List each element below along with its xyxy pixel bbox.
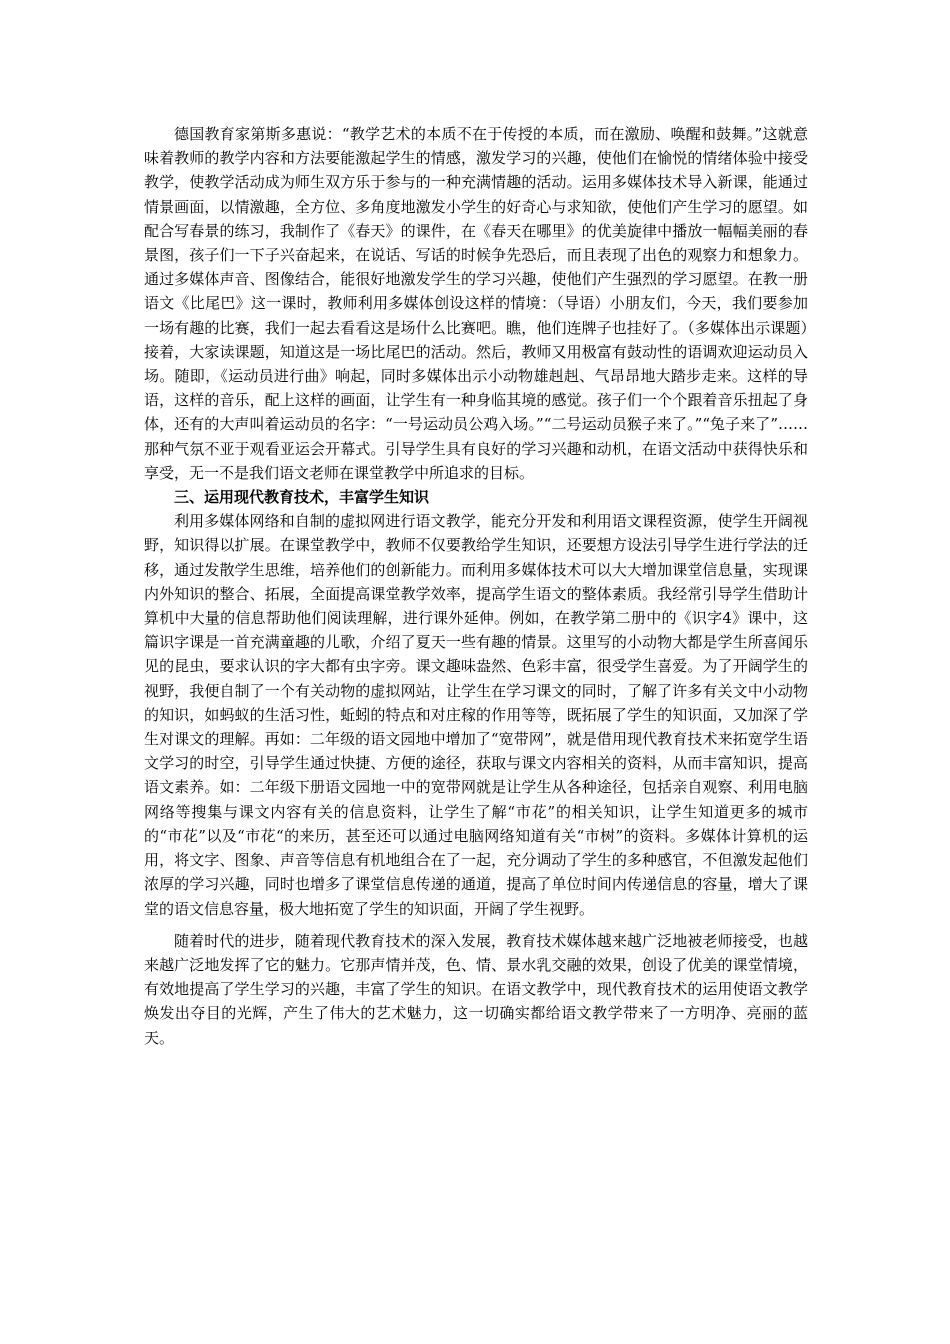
paragraph-conclusion: 随着时代的进步，随着现代教育技术的深入发展，教育技术媒体越来越广泛地被老师接受，也越来越广泛地发挥了它的魅力。它那声情并茂，色、情、景水乳交融的效果，创设了优美的课堂情境，有效地提高了学生学习的兴趣，丰富了学生的知识。在语文教学中，现代教育技术的运用使语文教学焕发出夺目的光辉，产生了伟大的艺术魅力，这一切确实都给语文教学带来了一方明净、亮丽的蓝天。 — [144, 931, 808, 1047]
document-page — [144, 122, 808, 1050]
paragraph-gap — [144, 921, 808, 929]
paragraph-intro: 德国教育家第斯多惠说：“教学艺术的本质不在于传授的本质，而在激励、唤醒和鼓舞。”这就意味着教师的教学内容和方法要能激起学生的情感，激发学习的兴趣，使他们在愉悦的情绪体验中接受教学，使教学活动成为师生双方乐于参与的一种充满情趣的活动。运用多媒体技术导入新课，能通过情景画面，以情激趣，全方位、多角度地激发小学生的好奇心与求知欲，使他们产生学习的愿望。如配合写春景的练习，我制作了《春天》的课件，在《春天在哪里》的优美旋律中播放一幅幅美丽的春景图，孩子们一下子兴奋起来，在说话、写话的时候争先恐后，而且表现了出色的观察力和想象力。通过多媒体声音、图像结合，能很好地激发学生的学习兴趣，使他们产生强烈的学习愿望。在教一册语文《比尾巴》这一课时，教师利用多媒体创设这样的情境：（导语）小朋友们，今天，我们要参加一场有趣的比赛，我们一起去看看这是场什么比赛吧。瞧，他们连牌子也挂好了。（多媒体出示课题）接着，大家读课题，知道这是一场比尾巴的活动。然后，教师又用极富有鼓动性的语调欢迎运动员入场。随即，《运动员进行曲》响起，同时多媒体出示小动物雄赳赳、气昂昂地大踏步走来。这样的导语，这样的音乐，配上这样的画面，让学生有一种身临其境的感觉。孩子们一个个跟着音乐扭起了身体，还有的大声叫着运动员的名字：“一号运动员公鸡入场。”“二号运动员猴子来了。”“兔子来了”……那种气氛不亚于观看亚运会开幕式。引导学生具有良好的学习兴趣和动机，在语文活动中获得快乐和享受，无一不是我们语文老师在课堂教学中所追求的目标。 — [144, 125, 808, 482]
section-heading: 三、运用现代教育技术，丰富学生知识 — [174, 488, 430, 507]
paragraph-section-body: 利用多媒体网络和自制的虚拟网进行语文教学，能充分开发和利用语文课程资源，使学生开阔视野，知识得以扩展。在课堂教学中，教师不仅要教给学生知识，还要想方设法引导学生进行学法的迁移，通过发散学生思维，培养他们的创新能力。而利用多媒体技术可以大大增加课堂信息量，实现课内外知识的整合、拓展，全面提高课堂教学效率，提高学生语文的整体素质。我经常引导学生借助计算机中大量的信息帮助他们阅读理解，进行课外延伸。例如，在教学第二册中的《识字4》课中，这篇识字课是一首充满童趣的儿歌，介绍了夏天一些有趣的情景。这里写的小动物大都是学生所喜闻乐见的昆虫，要求认识的字大都有虫字旁。课文趣味盎然、色彩丰富，很受学生喜爱。为了开阔学生的视野，我便自制了一个有关动物的虚拟网站，让学生在学习课文的同时，了解了许多有关文中小动物的知识，如蚂蚁的生活习性，蚯蚓的特点和对庄稼的作用等等，既拓展了学生的知识面，又加深了学生对课文的理解。再如：二年级的语文园地中增加了“宽带网”，就是借用现代教育技术来拓宽学生语文学习的时空，引导学生通过快捷、方便的途径，获取与课文内容相关的资料，从而丰富知识，提高语文素养。如：二年级下册语文园地一中的宽带网就是让学生从各种途径，包括亲自观察、利用电脑网络等搜集与课文内容有关的信息资料，让学生了解“市花”的相关知识，让学生知道更多的城市的“市花”以及“市花“的来历，甚至还可以通过电脑网络知道有关“市树”的资料。多媒体计算机的运用，将文字、图象、声音等信息有机地组合在了一起，充分调动了学生的多种感官，不但激发起他们浓厚的学习兴趣，同时也增多了课堂信息传递的通道，提高了单位时间内传递信息的容量，增大了课堂的语文信息容量，极大地拓宽了学生的知识面，开阔了学生视野。 — [144, 512, 808, 918]
